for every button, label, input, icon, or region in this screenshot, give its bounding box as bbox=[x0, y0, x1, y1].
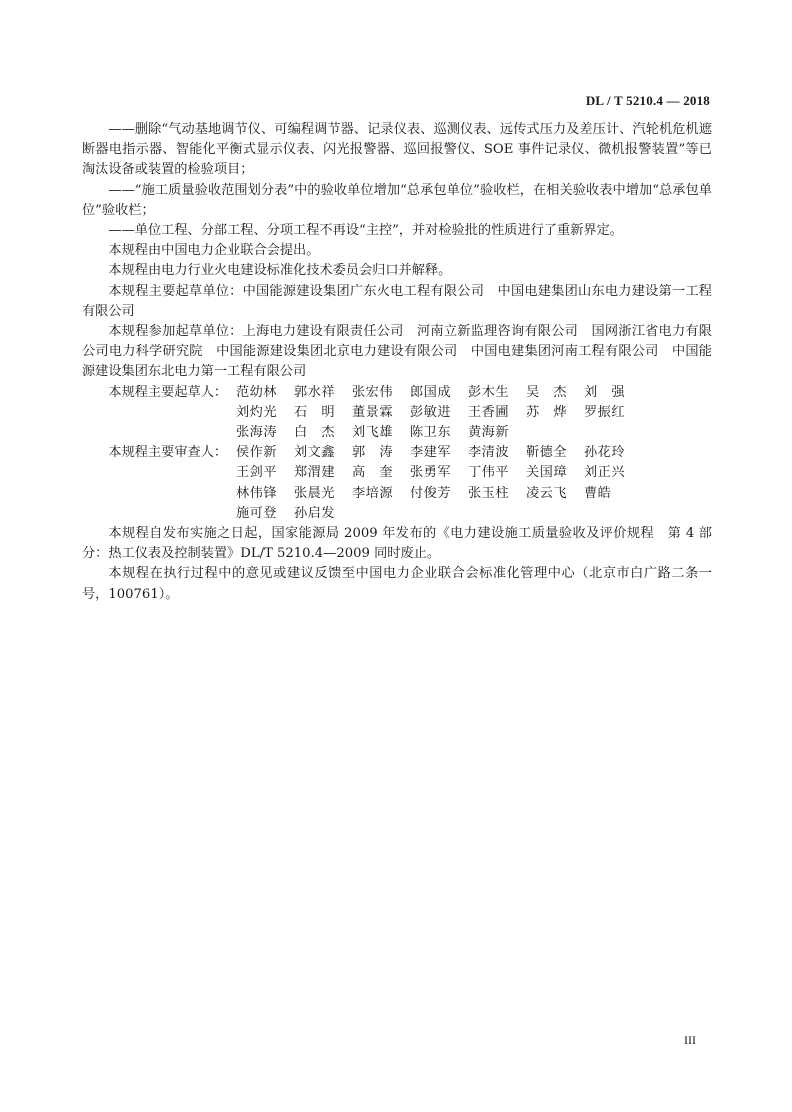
paragraph-proposer: 本规程由中国电力企业联合会提出。 bbox=[108, 243, 320, 259]
paragraph-participating-units: 本规程参加起草单位：上海电力建设有限责任公司 河南立新监理咨询有限公司 国网浙江省电力有限公司电力科学研究院 中国能源建设集团北京电力建设有限公司 中国电建集团河南工程有限公司 中国能源建设集团东北电力第一工程有限公司 bbox=[82, 324, 712, 380]
reviewer-name: 刘正兴 bbox=[584, 465, 626, 481]
reviewer-name: 高 奎 bbox=[352, 465, 394, 481]
preface-body bbox=[82, 120, 712, 605]
paragraph-supersede: 本规程自发布实施之日起，国家能源局 2009 年发布的《电力建设施工质量验收及评价规程 第 4 部分：热工仪表及控制装置》DL/T 5210.4—2009 同时废止。 bbox=[82, 526, 712, 562]
reviewers-names bbox=[236, 443, 712, 524]
document-code-header: DL / T 5210.4 — 2018 bbox=[585, 93, 710, 108]
drafter-name: 张宏伟 bbox=[352, 384, 394, 400]
reviewer-name: 侯作新 bbox=[236, 445, 278, 461]
drafter-name: 彭木生 bbox=[468, 384, 510, 400]
paragraph-feedback: 本规程在执行过程中的意见或建议反馈至中国电力企业联合会标准化管理中心（北京市白广路二条一号，100761）。 bbox=[82, 566, 712, 602]
drafter-name: 刘灼光 bbox=[236, 404, 278, 420]
drafter-name: 苏 烨 bbox=[526, 404, 568, 420]
reviewer-name: 丁伟平 bbox=[468, 465, 510, 481]
drafter-name: 刘 强 bbox=[584, 384, 626, 400]
drafter-name: 吴 杰 bbox=[526, 384, 568, 400]
drafter-name: 罗振红 bbox=[584, 404, 626, 420]
reviewer-name: 张晨光 bbox=[294, 485, 336, 501]
drafter-name: 白 杰 bbox=[294, 425, 336, 441]
reviewer-name: 刘文鑫 bbox=[294, 445, 336, 461]
drafters-names bbox=[236, 383, 712, 444]
reviewer-name: 施可登 bbox=[236, 505, 278, 521]
reviewer-name: 付俊芳 bbox=[410, 485, 452, 501]
drafter-name: 王香圃 bbox=[468, 404, 510, 420]
reviewer-name: 李培源 bbox=[352, 485, 394, 501]
reviewer-name: 郑渭建 bbox=[294, 465, 336, 481]
reviewer-name: 孙启发 bbox=[294, 505, 336, 521]
reviewer-name: 曹皓 bbox=[584, 485, 612, 501]
drafter-name: 董景霖 bbox=[352, 404, 394, 420]
drafter-name: 张海涛 bbox=[236, 425, 278, 441]
drafter-name: 石 明 bbox=[294, 404, 336, 420]
drafter-name: 郭水祥 bbox=[294, 384, 336, 400]
reviewer-name: 靳德全 bbox=[526, 445, 568, 461]
reviewers-list bbox=[82, 443, 712, 524]
drafters-list bbox=[82, 383, 712, 444]
reviewer-name: 凌云飞 bbox=[526, 485, 568, 501]
reviewer-name: 李清波 bbox=[468, 445, 510, 461]
paragraph-main-control: ——单位工程、分部工程、分项工程不再设“主控”，并对检验批的性质进行了重新界定。 bbox=[108, 223, 623, 239]
reviewer-name: 张玉柱 bbox=[468, 485, 510, 501]
reviewers-label: 本规程主要审查人： bbox=[108, 445, 228, 461]
drafters-label: 本规程主要起草人： bbox=[108, 384, 228, 400]
drafter-name: 陈卫东 bbox=[410, 425, 452, 441]
drafter-name: 黄海新 bbox=[468, 425, 510, 441]
reviewer-name: 张勇军 bbox=[410, 465, 452, 481]
paragraph-acceptance-column: ——“施工质量验收范围划分表”中的验收单位增加“总承包单位”验收栏，在相关验收表中增加“总承包单位”验收栏； bbox=[82, 182, 712, 218]
paragraph-interpreter: 本规程由电力行业火电建设标准化技术委员会归口并解释。 bbox=[108, 263, 452, 279]
page-number: III bbox=[684, 1033, 696, 1047]
drafter-name: 范幼林 bbox=[236, 384, 278, 400]
paragraph-deletion: ——删除“气动基地调节仪、可编程调节器、记录仪表、巡测仪表、远传式压力及差压计、汽轮机危机遮断器电指示器、智能化平衡式显示仪表、闪光报警器、巡回报警仪、SOE 事件记录仪、微机报警装置”等已淘汰设备或装置的检验项目； bbox=[82, 122, 712, 178]
drafter-name: 郎国成 bbox=[410, 384, 452, 400]
reviewer-name: 林伟锋 bbox=[236, 485, 278, 501]
reviewer-name: 王剑平 bbox=[236, 465, 278, 481]
drafter-name: 彭敏进 bbox=[410, 404, 452, 420]
drafter-name: 刘飞雄 bbox=[352, 425, 394, 441]
reviewer-name: 李建军 bbox=[410, 445, 452, 461]
reviewer-name: 关国璋 bbox=[526, 465, 568, 481]
reviewer-name: 郭 涛 bbox=[352, 445, 394, 461]
paragraph-main-drafting-units: 本规程主要起草单位：中国能源建设集团广东火电工程有限公司 中国电建集团山东电力建设第一工程有限公司 bbox=[82, 283, 712, 319]
reviewer-name: 孙花玲 bbox=[584, 445, 626, 461]
